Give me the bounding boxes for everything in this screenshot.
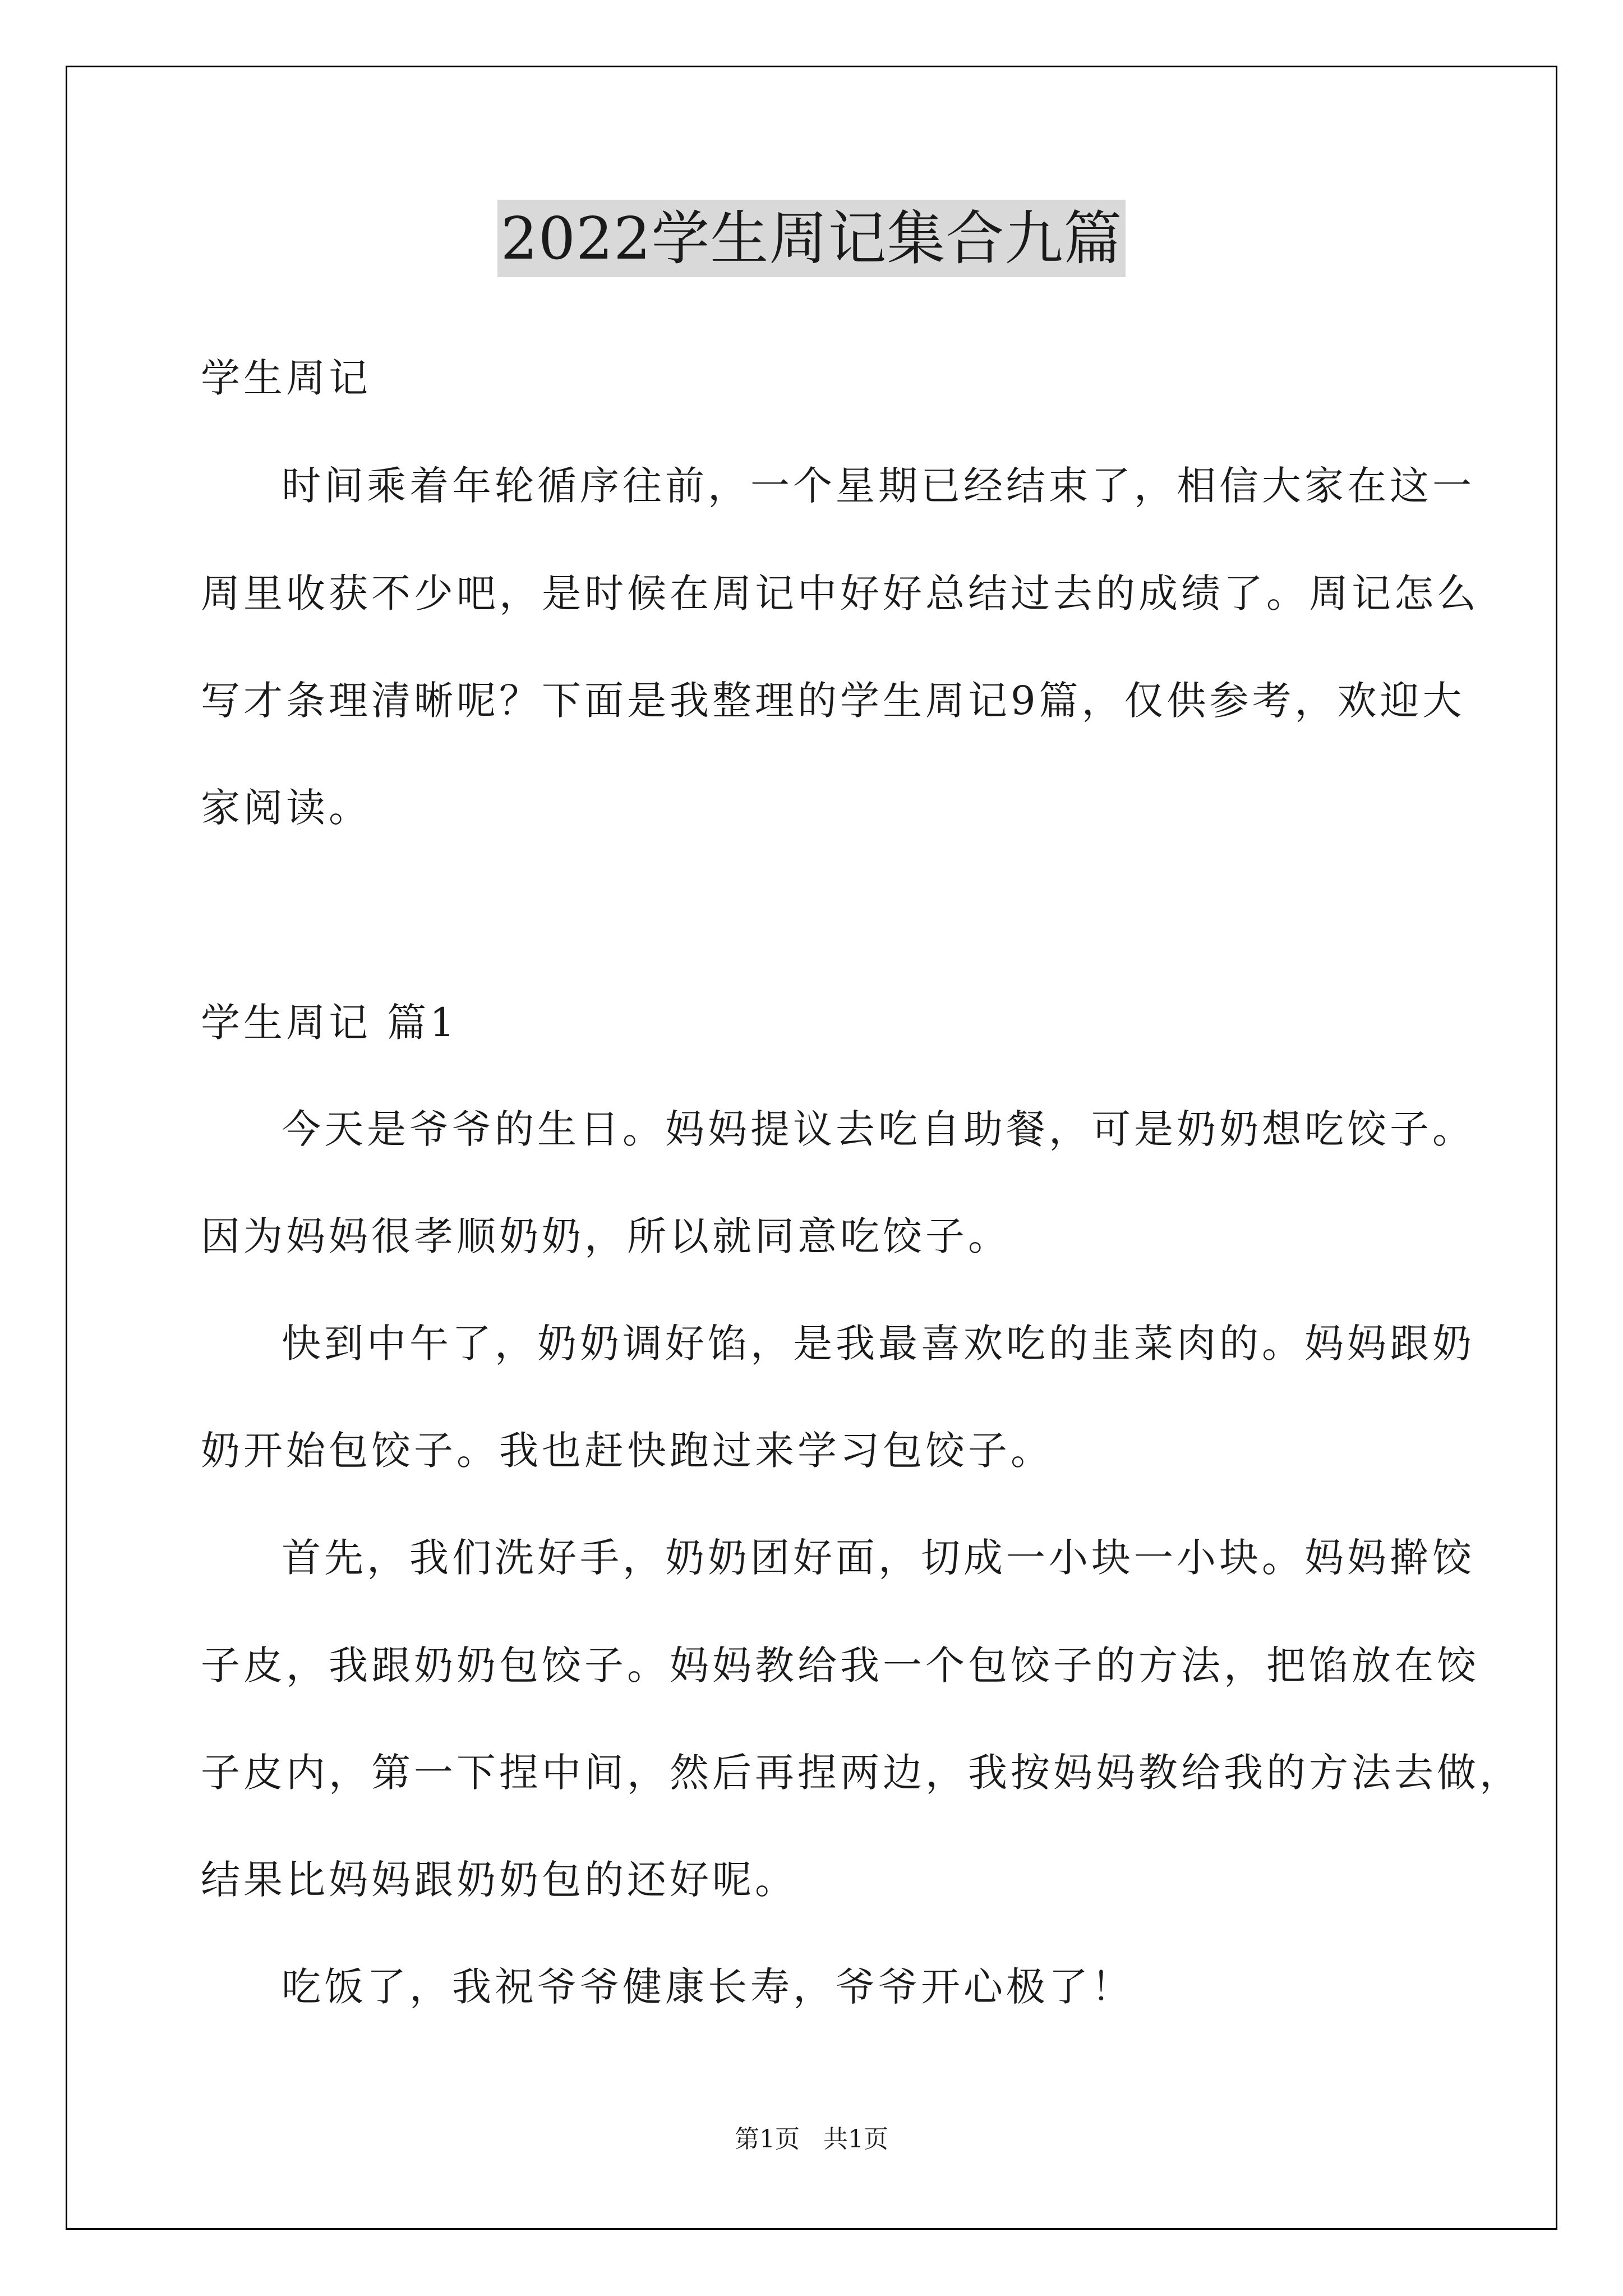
section1-line-6: 子皮，我跟奶奶包饺子。妈妈教给我一个包饺子的方法，把馅放在饺 — [201, 1642, 1479, 1688]
page-number: 第1页 — [735, 2125, 800, 2154]
intro-line-4: 家阅读。 — [201, 785, 371, 831]
section1-heading: 学生周记 篇1 — [201, 1000, 458, 1046]
section1-line-2: 因为妈妈很孝顺奶奶，所以就同意吃饺子。 — [201, 1213, 1011, 1259]
intro-heading: 学生周记 — [201, 355, 371, 401]
section1-line-8: 结果比妈妈跟奶奶包的还好呢。 — [201, 1857, 797, 1903]
page-total: 共1页 — [823, 2125, 888, 2154]
section1-line-4: 奶开始包饺子。我也赶快跑过来学习包饺子。 — [201, 1428, 1053, 1474]
intro-line-3: 写才条理清晰呢？下面是我整理的学生周记9篇，仅供参考，欢迎大 — [201, 678, 1465, 724]
intro-line-1: 时间乘着年轮循序往前，一个星期已经结束了，相信大家在这一 — [282, 463, 1475, 509]
section1-line-3: 快到中午了，奶奶调好馅，是我最喜欢吃的韭菜肉的。妈妈跟奶 — [282, 1320, 1475, 1366]
section1-line-7: 子皮内，第一下捏中间，然后再捏两边，我按妈妈教给我的方法去做， — [201, 1750, 1522, 1796]
section1-line-5: 首先，我们洗好手，奶奶团好面，切成一小块一小块。妈妈擀饺 — [282, 1535, 1475, 1581]
intro-line-2: 周里收获不少吧，是时候在周记中好好总结过去的成绩了。周记怎么 — [201, 570, 1479, 616]
document-title-wrapper — [0, 200, 1623, 277]
section1-line-9: 吃饭了，我祝爷爷健康长寿，爷爷开心极了！ — [282, 1964, 1134, 2010]
section1-line-1: 今天是爷爷的生日。妈妈提议去吃自助餐，可是奶奶想吃饺子。 — [282, 1106, 1475, 1152]
document-title: 2022学生周记集合九篇 — [497, 200, 1126, 277]
page-footer — [0, 2123, 1623, 2156]
